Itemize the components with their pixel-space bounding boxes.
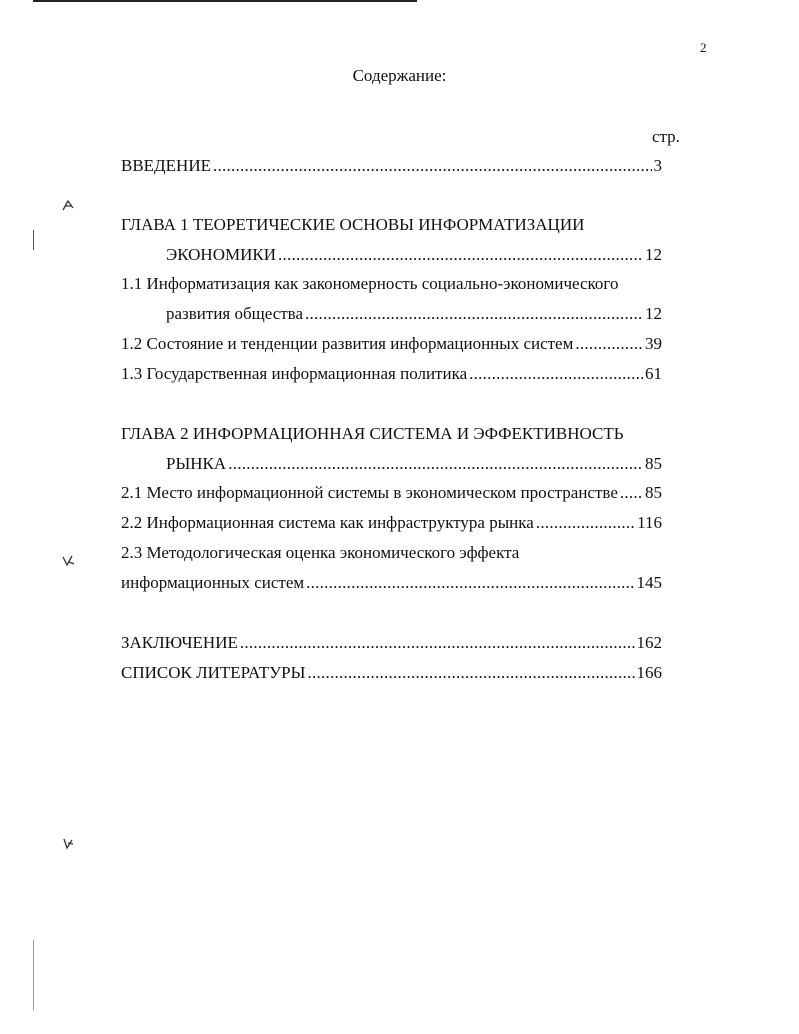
dot-leader	[469, 363, 643, 385]
toc-entry-page: 3	[653, 156, 662, 175]
toc-title: Содержание:	[352, 66, 447, 85]
toc-entry-section-1-3	[121, 363, 662, 385]
toc-entry-label: 2.2 Информационная система как инфраструктура рынка	[121, 513, 534, 532]
toc-entry-section-1-1	[166, 303, 662, 325]
dot-leader	[278, 244, 643, 266]
toc-chapter-1-heading: ГЛАВА 1 ТЕОРЕТИЧЕСКИЕ ОСНОВЫ ИНФОРМАТИЗАЦИИ	[121, 215, 585, 234]
toc-entry-page: 85	[645, 483, 662, 502]
scan-mark	[60, 198, 76, 214]
dot-leader	[536, 512, 635, 534]
toc-chapter-2-heading: ГЛАВА 2 ИНФОРМАЦИОННАЯ СИСТЕМА И ЭФФЕКТИВНОСТЬ	[121, 424, 624, 443]
toc-entry-section-2-3	[121, 572, 662, 594]
toc-section-1-1-heading: 1.1 Информатизация как закономерность социально-экономического	[121, 274, 619, 293]
toc-entry-label: 1.2 Состояние и тенденции развития информационных систем	[121, 334, 574, 353]
toc-entry-label: ЗАКЛЮЧЕНИЕ	[121, 633, 238, 652]
toc-section-2-3-heading: 2.3 Методологическая оценка экономического эффекта	[121, 543, 520, 562]
toc-entry-section-2-1	[121, 482, 662, 504]
scan-mark	[60, 553, 76, 569]
toc-entry-section-1-2	[121, 333, 662, 355]
toc-entry-chapter-2	[166, 453, 662, 475]
toc-entry-label: РЫНКА	[166, 454, 227, 473]
scan-line	[33, 230, 34, 250]
dot-leader	[306, 572, 634, 594]
toc-entry-page: 166	[636, 663, 662, 682]
toc-entry-label: информационных систем	[121, 573, 305, 592]
toc-entry-label: ВВЕДЕНИЕ	[121, 156, 211, 175]
toc-entry-label: СПИСОК ЛИТЕРАТУРЫ	[121, 663, 306, 682]
toc-entry-page: 162	[636, 633, 662, 652]
toc-entry-conclusion	[121, 632, 662, 654]
toc-entry-page: 12	[645, 245, 662, 264]
dot-leader	[620, 482, 643, 504]
toc-entry-label: развития общества	[166, 304, 304, 323]
toc-entry-label: ЭКОНОМИКИ	[166, 245, 276, 264]
dot-leader	[307, 662, 634, 684]
top-rule	[33, 0, 417, 2]
dot-leader	[228, 453, 643, 475]
page-number: 2	[700, 40, 707, 55]
page-column-label: стр.	[652, 127, 680, 146]
toc-entry-page: 145	[636, 573, 662, 592]
toc-entry-page: 85	[645, 454, 662, 473]
toc-entry-section-2-2	[121, 512, 662, 534]
toc-entry-page: 116	[637, 513, 662, 532]
scan-mark	[60, 835, 76, 851]
dot-leader	[575, 333, 643, 355]
toc-entry-label: 2.1 Место информационной системы в экономическом пространстве	[121, 483, 618, 502]
toc-entry-introduction	[121, 155, 662, 177]
toc-entry-page: 12	[645, 304, 662, 323]
toc-entry-page: 61	[645, 364, 662, 383]
scan-line	[33, 940, 34, 1010]
toc-entry-label: 1.3 Государственная информационная политика	[121, 364, 468, 383]
toc-entry-chapter-1	[166, 244, 662, 266]
dot-leader	[213, 155, 652, 177]
dot-leader	[240, 632, 635, 654]
dot-leader	[305, 303, 643, 325]
toc-entry-page: 39	[645, 334, 662, 353]
toc-entry-references	[121, 662, 662, 684]
